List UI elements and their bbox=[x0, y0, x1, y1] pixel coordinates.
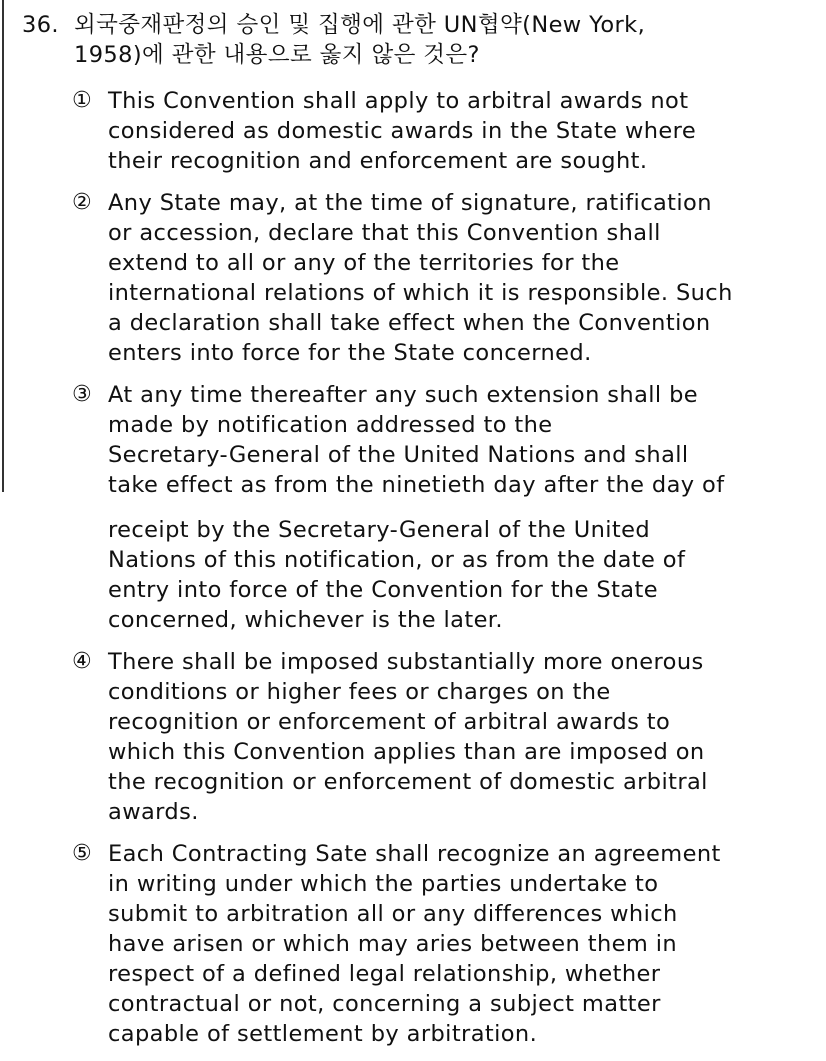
option-5-text: Each Contracting Sate shall recognize an agreement in writing under which the parties undertake to submit to arbitration all or any differences which have arisen or which may aries between them in respect of a defined legal relationship, whether contractual or not, concerning a subject matter capable of settlement by arbitration. bbox=[108, 841, 721, 1047]
question-text: 외국중재판정의 승인 및 집행에 관한 UN협약(New York, 1958)에 관한 내용으로 옳지 않은 것은? bbox=[74, 12, 646, 68]
answer-options bbox=[72, 86, 792, 1061]
option-3 bbox=[72, 380, 792, 635]
option-1 bbox=[72, 86, 792, 176]
option-1-text: This Convention shall apply to arbitral awards not considered as domestic awards in the State where their recognition and enforcement are sought. bbox=[108, 88, 697, 174]
question-block bbox=[22, 10, 782, 70]
question-number: 36. bbox=[22, 12, 59, 38]
option-2 bbox=[72, 188, 792, 368]
option-5 bbox=[72, 839, 792, 1049]
left-column-rule bbox=[2, 0, 4, 492]
option-3-continuation: receipt by the Secretary-General of the United Nations of this notification, or as from the date of entry into force of the Convention for the State concerned, whichever is the later. bbox=[108, 517, 686, 633]
option-4 bbox=[72, 647, 792, 827]
option-3-marker: ③ bbox=[72, 382, 93, 407]
option-2-text: Any State may, at the time of signature, ratification or accession, declare that this Convention shall extend to all or any of the territories for the international relations of which it is responsible. Such a declaration shall take effect when the Convention enters into force for the State concerned. bbox=[108, 190, 733, 366]
option-1-marker: ① bbox=[72, 88, 93, 113]
option-3-text: At any time thereafter any such extension shall be made by notification addressed to the Secretary-General of the United Nations and shall take effect as from the ninetieth day after the day of bbox=[108, 382, 725, 498]
option-4-text: There shall be imposed substantially more onerous conditions or higher fees or charges on the recognition or enforcement of arbitral awards to which this Convention applies than are imposed on the recognition or enforcement of domestic arbitral awards. bbox=[108, 649, 708, 825]
option-5-marker: ⑤ bbox=[72, 841, 93, 866]
question-row bbox=[22, 10, 782, 70]
option-2-marker: ② bbox=[72, 190, 93, 215]
option-3-body bbox=[108, 380, 792, 635]
option-4-marker: ④ bbox=[72, 649, 93, 674]
